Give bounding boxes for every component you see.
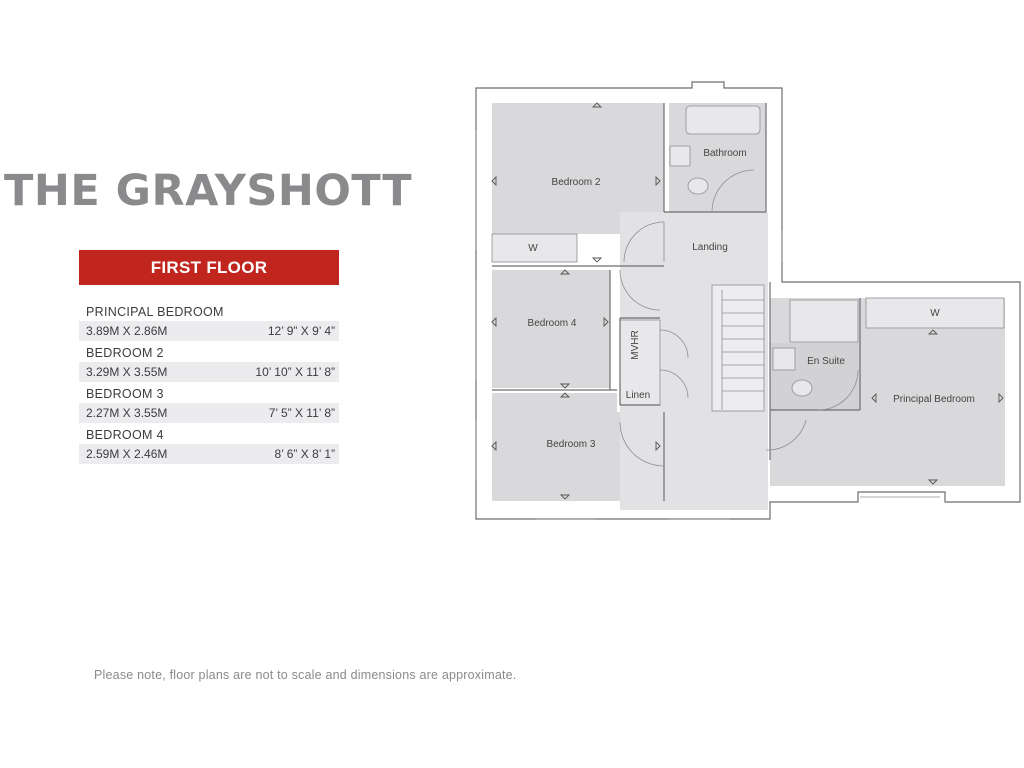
room-name: BEDROOM 4 xyxy=(86,428,164,442)
plan-label-bathroom: Bathroom xyxy=(703,148,747,159)
room-imperial: 10’ 10” X 11’ 8” xyxy=(255,365,335,379)
room-name: BEDROOM 2 xyxy=(86,346,164,360)
plan-label-wardrobe-bedroom-2: W xyxy=(528,243,538,254)
floor-label: FIRST FLOOR xyxy=(150,257,268,277)
development-title: THE GRAYSHOTT xyxy=(4,166,413,216)
room-imperial: 12’ 9” X 9’ 4” xyxy=(267,324,335,338)
room-imperial: 7’ 5” X 11’ 8” xyxy=(268,406,335,420)
plan-label-mvhr: MVHR xyxy=(630,330,641,360)
plan-label-bedroom-3: Bedroom 3 xyxy=(546,439,596,450)
en-suite-basin xyxy=(773,348,795,370)
plan-label-wardrobe-principal: W xyxy=(930,308,940,319)
room-imperial: 8’ 6” X 8’ 1” xyxy=(274,447,335,461)
plan-label-principal-bedroom: Principal Bedroom xyxy=(893,394,975,405)
plan-label-linen: Linen xyxy=(625,390,651,401)
bedroom-4-area xyxy=(492,270,610,388)
room-metric: 2.27M X 3.55M xyxy=(86,406,168,420)
plan-label-en-suite: En Suite xyxy=(807,356,845,367)
plan-label-landing: Landing xyxy=(692,242,728,253)
bathroom-basin xyxy=(670,146,690,166)
room-name: PRINCIPAL BEDROOM xyxy=(86,305,224,319)
disclaimer-text: Please note, floor plans are not to scale and dimensions are approximate. xyxy=(94,668,517,682)
en-suite-toilet xyxy=(792,380,812,396)
bathroom-toilet xyxy=(688,178,708,194)
plan-label-bedroom-4: Bedroom 4 xyxy=(527,318,577,329)
room-name: BEDROOM 3 xyxy=(86,387,164,401)
staircase xyxy=(712,285,764,411)
en-suite-shower xyxy=(790,300,858,342)
bath-tub xyxy=(686,106,760,134)
room-metric: 3.29M X 3.55M xyxy=(86,365,168,379)
plan-label-bedroom-2: Bedroom 2 xyxy=(551,177,601,188)
room-metric: 3.89M X 2.86M xyxy=(86,324,168,338)
room-metric: 2.59M X 2.46M xyxy=(86,447,168,461)
